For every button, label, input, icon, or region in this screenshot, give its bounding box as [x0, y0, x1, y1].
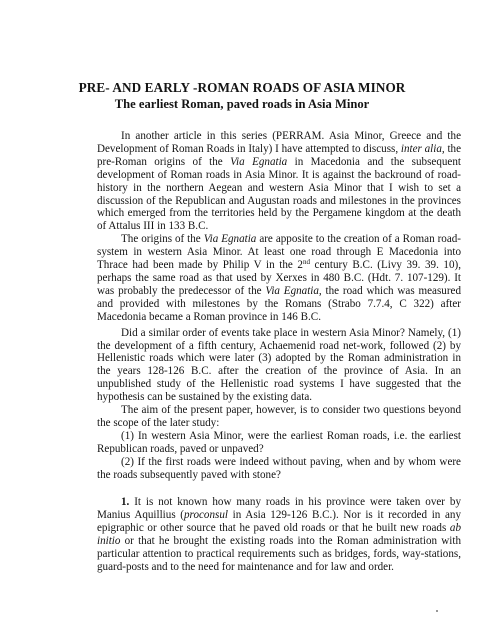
scan-speck	[436, 610, 438, 612]
paragraph-7: 1. It is not known how many roads in his province were taken over by Manius Aquillius (proconsul in Asia 129-126 B.C.). Nor is it recorded in any epigraphic or other source that he paved old roads or that he built new roads ab initio or that he brought the existing roads into the Roman administration with particular attention to practical requirements such as bridges, fords, way-stations, guard-posts and to the need for maintenance and for law and order.	[97, 496, 462, 573]
paragraph-4: The aim of the present paper, however, is to consider two questions beyond the scope of the later study:	[97, 404, 461, 429]
section-number: 1.	[121, 496, 130, 509]
paragraph-5: (1) In western Asia Minor, were the earliest Roman roads, i.e. the earliest Republican roads, paved or unpaved?	[97, 429, 461, 455]
paragraph-1: In another article in this series (PERRAM. Asia Minor, Greece and the Development of Roman Roads in Italy) I have attempted to discuss, inter alia, the pre-Roman origins of the Via Egnatia in Macedonia and the subsequent development of Roman roads in Asia Minor. It is against the backround of road-history in the northern Aegean and western Asia Minor that I wish to set a discussion of the Republican and Augustan roads and milestones in the provinces which emerged from the territories held by the Pergamene kingdom at the death of Attalus III in 133 B.C.	[97, 130, 462, 233]
paragraph-6: (2) If the first roads were indeed without paving, when and by whom were the roads subsequently paved with stone?	[97, 455, 461, 481]
page-title: PRE- AND EARLY -ROMAN ROADS OF ASIA MINOR	[78, 80, 406, 95]
paragraph-3: Did a similar order of events take place in western Asia Minor? Namely, (1) the development of a fifth century, Achaemenid road net-work, followed (2) by Hellenistic roads which were later (3) adopted by the Roman administration in the years 128-126 B.C. after the creation of the province of Asia. In an unpublished study of the Hellenistic road systems I have suggested that the hypothesis can be sustained by the existing data.	[97, 326, 461, 404]
page-subtitle: The earliest Roman, paved roads in Asia Minor	[114, 97, 370, 111]
article-body	[97, 118, 461, 574]
paragraph-2: The origins of the Via Egnatia are apposite to the creation of a Roman road-system in western Asia Minor. At least one road through E Macedonia into Thrace had been made by Philip V in the 2nd century B.C. (Livy 39. 39. 10), perhaps the same road as that used by Xerxes in 480 B.C. (Hdt. 7. 107-129). It was probably the predecessor of the Via Egnatia, the road which was measured and provided with milestones by the Romans (Strabo 7.7.4, C 322) after Macedonia became a Roman province in 146 B.C.	[97, 233, 462, 323]
